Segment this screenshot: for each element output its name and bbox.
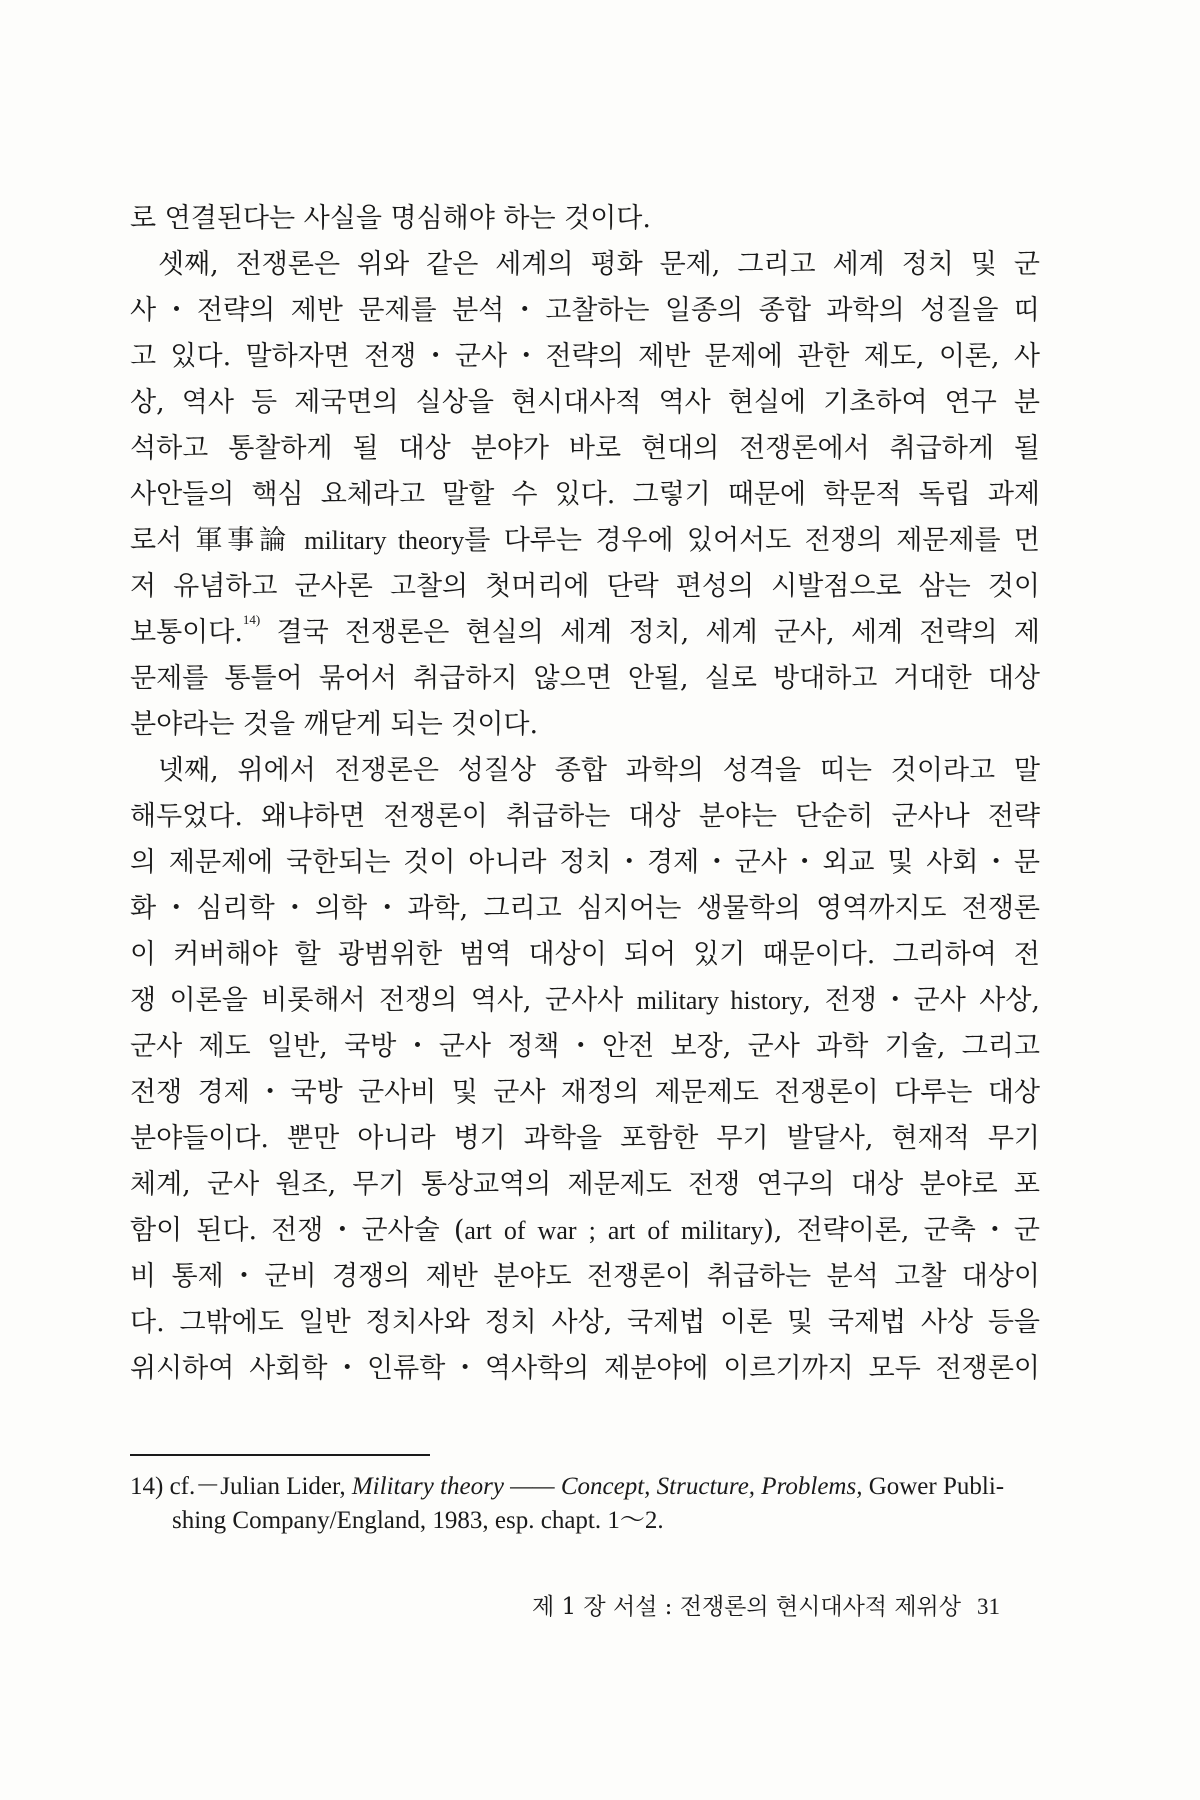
text-line xyxy=(130,1208,1040,1254)
text-line xyxy=(130,978,1040,1024)
latin-term: military history xyxy=(636,986,803,1015)
text-line: 석하고 통찰하게 될 대상 분야가 바로 현대의 전쟁론에서 취급하게 될 xyxy=(130,433,1040,464)
footnote-number: 14) xyxy=(130,1473,164,1500)
text-line: 로 연결된다는 사실을 명심해야 하는 것이다. xyxy=(130,203,651,234)
text-line: 의 제문제에 국한되는 것이 아니라 정치・경제・군사・외교 및 사회・문 xyxy=(130,847,1040,878)
text-line: 분야라는 것을 깨닫게 되는 것이다. xyxy=(130,709,539,740)
footnote-title: Military theory —— Concept, Structure, Problems, xyxy=(351,1473,863,1500)
text-line: 군사 제도 일반, 국방・군사 정책・안전 보장, 군사 과학 기술, 그리고 xyxy=(130,1031,1040,1062)
text-line: 사안들의 핵심 요체라고 말할 수 있다. 그렇기 때문에 학문적 독립 과제 xyxy=(130,479,1040,510)
text-line: 이 커버해야 할 광범위한 범역 대상이 되어 있기 때문이다. 그리하여 전 xyxy=(130,939,1040,970)
text-line: 문제를 통틀어 묶어서 취급하지 않으면 안될, 실로 방대하고 거대한 대상 xyxy=(130,663,1040,694)
text-line: 다. 그밖에도 일반 정치사와 정치 사상, 국제법 이론 및 국제법 사상 등을 xyxy=(130,1307,1040,1338)
text-line: 전쟁 경제・국방 군사비 및 군사 재정의 제문제도 전쟁론이 다루는 대상 xyxy=(130,1077,1040,1108)
footnote-divider xyxy=(130,1454,430,1456)
footnote-reference: 14) xyxy=(242,612,261,627)
body-text xyxy=(130,196,1040,1392)
text-segment: 보통이다. xyxy=(130,617,243,648)
text-line xyxy=(130,610,1040,656)
page-number: 31 xyxy=(977,1594,1000,1619)
text-segment: 쟁 이론을 비롯해서 전쟁의 역사, 군사사 xyxy=(130,985,637,1016)
text-line: 셋째, 전쟁론은 위와 같은 세계의 평화 문제, 그리고 세계 정치 및 군 xyxy=(158,249,1040,280)
text-line: 화・심리학・의학・과학, 그리고 심지어는 생물학의 영역까지도 전쟁론 xyxy=(130,893,1040,924)
latin-term: military theory xyxy=(304,526,465,555)
running-footer xyxy=(500,1592,1000,1622)
text-line: 비 통제・군비 경쟁의 제반 분야도 전쟁론이 취급하는 분석 고찰 대상이 xyxy=(130,1261,1040,1292)
text-segment: 결국 전쟁론은 현실의 세계 정치, 세계 군사, 세계 전략의 제 xyxy=(260,617,1040,648)
text-line: 체계, 군사 원조, 무기 통상교역의 제문제도 전쟁 연구의 대상 분야로 포 xyxy=(130,1169,1040,1200)
footnote-line xyxy=(130,1470,1040,1504)
text-line: 고 있다. 말하자면 전쟁・군사・전략의 제반 문제에 관한 제도, 이론, 사 xyxy=(130,341,1040,372)
text-line: 위시하여 사회학・인류학・역사학의 제분야에 이르기까지 모두 전쟁론이 xyxy=(130,1353,1040,1384)
text-line xyxy=(130,518,1040,564)
footnote-line: shing Company/England, 1983, esp. chapt. 1～2. xyxy=(172,1507,664,1534)
text-line: 해두었다. 왜냐하면 전쟁론이 취급하는 대상 분야는 단순히 군사나 전략 xyxy=(130,801,1040,832)
text-line: 사・전략의 제반 문제를 분석・고찰하는 일종의 종합 과학의 성질을 띠 xyxy=(130,295,1040,326)
text-line: 분야들이다. 뿐만 아니라 병기 과학을 포함한 무기 발달사, 현재적 무기 xyxy=(130,1123,1040,1154)
text-line: 넷째, 위에서 전쟁론은 성질상 종합 과학의 성격을 띠는 것이라고 말 xyxy=(158,755,1040,786)
footnote-text: cf.－Julian Lider, xyxy=(163,1473,352,1500)
text-line: 상, 역사 등 제국면의 실상을 현시대사적 역사 현실에 기초하여 연구 분 xyxy=(130,387,1040,418)
running-head: 제 1 장 서설 : 전쟁론의 현시대사적 제위상 xyxy=(531,1594,961,1620)
text-line: 저 유념하고 군사론 고찰의 첫머리에 단락 편성의 시발점으로 삼는 것이 xyxy=(130,571,1040,602)
text-segment: 를 다루는 경우에 있어서도 전쟁의 제문제를 먼 xyxy=(464,525,1040,556)
latin-term: art of war ; art of military xyxy=(464,1216,764,1245)
text-segment: ), 전략이론, 군축・군 xyxy=(763,1215,1040,1246)
text-segment: 함이 된다. 전쟁・군사술 ( xyxy=(130,1215,465,1246)
text-segment: 로서 軍事論 xyxy=(130,525,305,556)
footnote xyxy=(130,1470,1040,1538)
footnote-text: Gower Publi- xyxy=(862,1473,1005,1500)
text-segment: , 전쟁・군사 사상, xyxy=(802,985,1041,1016)
